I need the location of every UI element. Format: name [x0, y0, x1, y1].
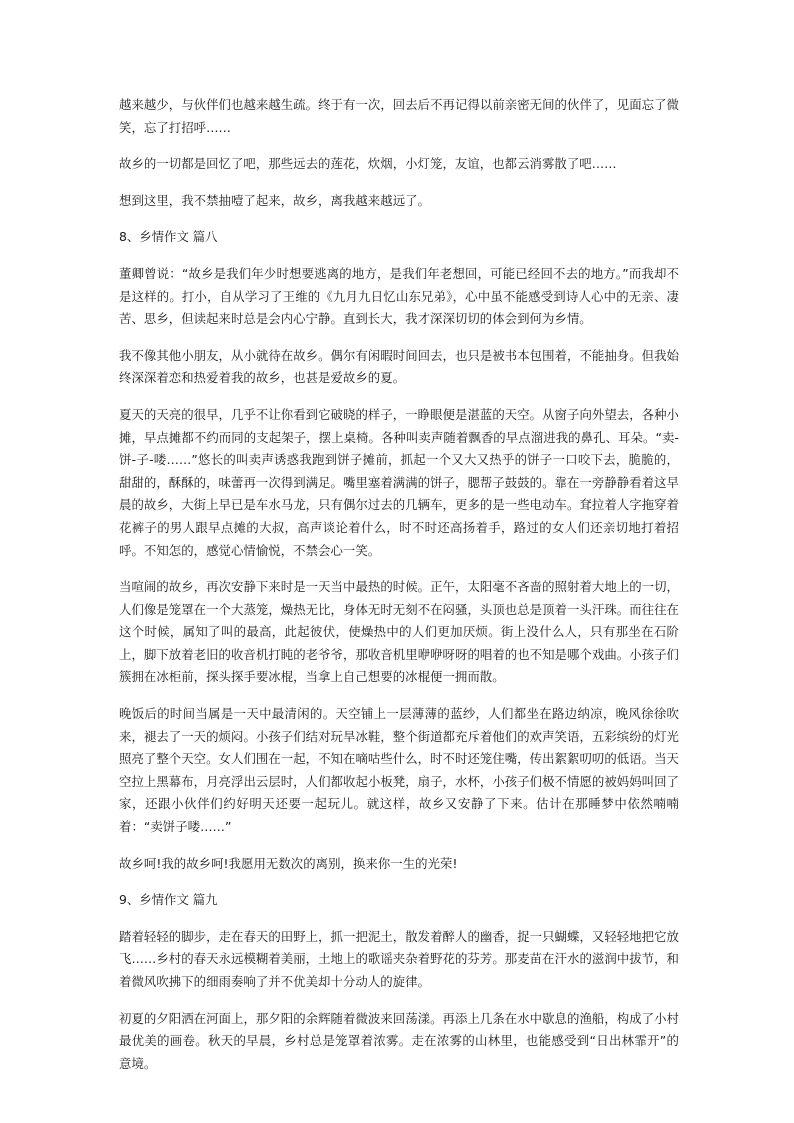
paragraph-6: 夏天的天亮的很早，几乎不让你看到它破晓的样子，一睁眼便是湛蓝的天空。从窗子向外望去，各种小摊，早点摊都不约而同的支起架子，摆上桌椅。各种叫卖声随着飘香的早点溜进我的鼻孔、耳朵。“卖-饼-子-喽……”悠长的叫卖声诱惑我跑到饼子摊前，抓起一个又大又热乎的饼子一口咬下去，脆脆的，甜甜的，酥酥的，味蕾再一次得到满足。嘴里塞着满满的饼子，腮帮子鼓鼓的。靠在一旁静静看着这早晨的故乡，大街上早已是车水马龙，只有偶尔过去的几辆车，更多的是一些电动车。耷拉着人字拖穿着花裤子的男人跟早点摊的大叔，高声谈论着什么，时不时还高扬着手，路过的女人们还亲切地打着招呼。不知怎的，感觉心情愉悦，不禁会心一笑。 — [119, 406, 679, 558]
paragraph-1: 越来越少，与伙伴们也越来越生疏。终于有一次，回去后不再记得以前亲密无间的伙伴了，见面忘了微笑，忘了打招呼…… — [119, 97, 679, 135]
paragraph-2: 故乡的一切都是回忆了吧，那些远去的莲花，炊烟，小灯笼，友谊，也都云消雾散了吧…… — [119, 156, 617, 172]
section-heading-9: 9、乡情作文 篇九 — [119, 892, 218, 908]
document-page — [119, 94, 679, 1089]
section-heading-8: 8、乡情作文 篇八 — [119, 229, 218, 245]
paragraph-7: 当喧闹的故乡，再次安静下来时是一天当中最热的时候。正午，太阳毫不吝啬的照射着大地上的一切，人们像是笼罩在一个大蒸笼，燥热无比，身体无时无刻不在闷骚，头顶也总是顶着一头汗珠。而往往在这个时候，属知了叫的最高，此起彼伏，使燥热中的人们更加厌烦。街上没什么人，只有那坐在石阶上，脚下放着老旧的收音机打盹的老爷爷，那收音机里咿咿呀呀的唱着的也不知是哪个戏曲。小孩子们簇拥在冰柜前，探头探手要冰棍，当拿上自己想要的冰棍便一拥而散。 — [119, 579, 679, 685]
paragraph-5: 我不像其他小朋友，从小就待在故乡。偶尔有闲暇时间回去，也只是被书本包围着，不能抽身。但我始终深深着恋和热爱着我的故乡，也甚是爱故乡的夏。 — [119, 347, 679, 386]
paragraph-10: 踏着轻轻的脚步，走在春天的田野上，抓一把泥土，散发着醉人的幽香，捉一只蝴蝶，又轻轻地把它放飞……乡村的春天永远模糊着美丽，土地上的歌谣夹杂着野花的芬芳。那麦苗在汗水的滋润中拔节，和着微风吹拂下的细雨奏响了并不优美却十分动人的旋律。 — [119, 928, 679, 989]
paragraph-4: 董卿曾说：“故乡是我们年少时想要逃离的地方，是我们年老想回，可能已经回不去的地方。”而我却不是这样的。打小，自从学习了王维的《九月九日忆山东兄弟》，心中虽不能感受到诗人心中的无亲、凄苦、思乡，但读起来时总是会内心宁静。直到长大，我才深深切切的体会到何为乡情。 — [119, 265, 679, 327]
paragraph-9: 故乡呵!我的故乡呵!我愿用无数次的离别，换来你一生的光荣! — [119, 855, 458, 871]
paragraph-8: 晚饭后的时间当属是一天中最清闲的。天空铺上一层薄薄的蓝纱，人们都坐在路边纳凉，晚风徐徐吹来，褪去了一天的烦闷。小孩子们结对玩旱冰鞋，整个街道都充斥着他们的欢声笑语，五彩缤纷的灯光照亮了整个天空。女人们围在一起，不知在嘀咕些什么，时不时还笼住嘴，传出絮絮叨叨的低语。当天空拉上黑幕布，月亮浮出云层时，人们都收起小板凳，扇子，水杯，小孩子们极不情愿的被妈妈叫回了家，还跟小伙伴们约好明天还要一起玩儿。就这样，故乡又安静了下来。估计在那睡梦中依然喃喃着：“卖饼子喽……” — [119, 706, 679, 835]
paragraph-11: 初夏的夕阳洒在河面上，那夕阳的余辉随着微波来回荡漾。再添上几条在水中歇息的渔船，构成了小村最优美的画卷。秋天的早晨，乡村总是笼罩着浓雾。走在浓雾的山林里，也能感受到“日出林霏开”的意境。 — [119, 1010, 679, 1071]
paragraph-3: 想到这里，我不禁抽噎了起来，故乡，离我越来越远了。 — [119, 192, 431, 208]
